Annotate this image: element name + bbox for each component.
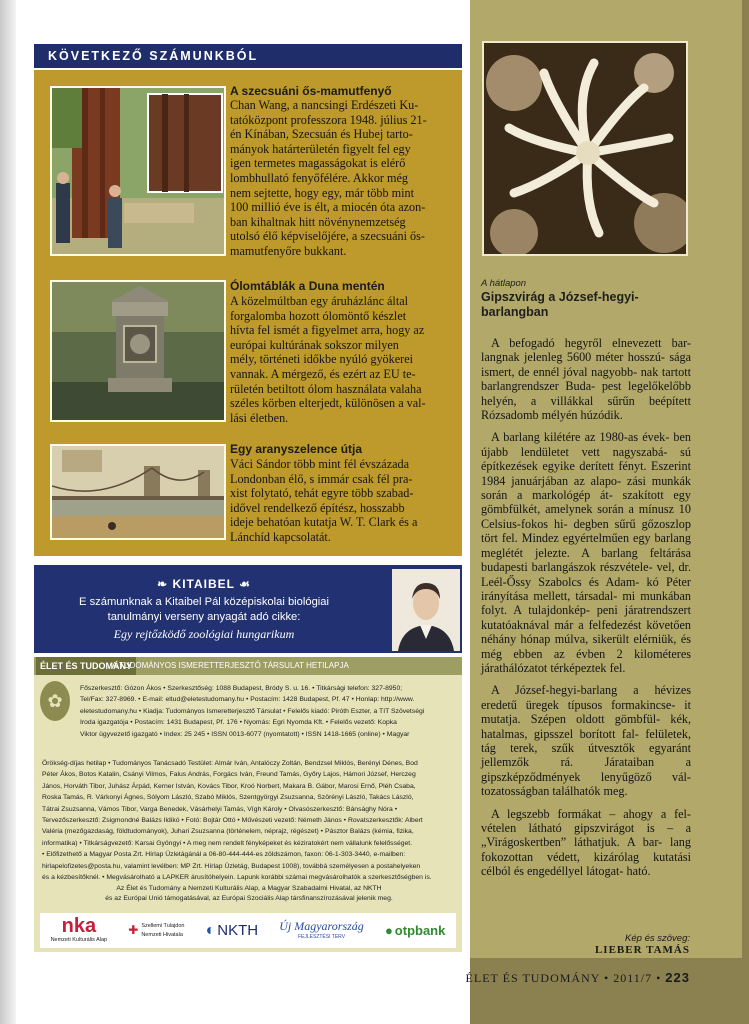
support-note [64, 884, 434, 904]
impressum-box [34, 657, 462, 952]
item-1-line: mányok határterületén figyelt fel egy [230, 141, 411, 156]
impressum-line: Iroda igazgatója • Postacím: 1431 Budapest, Pf. 176 • Nyomás: Egri Nyomda Kft. • Felelős vezető: Kopka [80, 719, 397, 727]
item-1-line: nem sejtette, hogy egy, már több mint [230, 185, 415, 200]
item-2-line: A közelmúltban egy áruházlánc által [230, 294, 408, 308]
impressum-line: János, Horváth Tibor, Juhász Árpád, Kerner István, Kovács Tibor, Kroó Norbert, Makara B. Gábor, Marosi Ernő, Pléh Csaba, [42, 782, 416, 790]
footer-magazine: ÉLET ÉS TUDOMÁNY [465, 971, 600, 985]
section-header [34, 44, 462, 68]
item-2-line: rületén betiltott ólom használata valaha [230, 381, 422, 396]
kitaibel-title [34, 577, 374, 591]
item-2-body [230, 294, 458, 425]
item-2-title: Ólomtáblák a Duna mentén [230, 279, 385, 293]
item-1-line: mamutfenyőre bukkant. [230, 243, 347, 258]
lead-tablet-illustration [52, 282, 226, 422]
impressum-line: hirlapelofizetes@posta.hu, valamint levélben: MP Zrt. Hírlap Üzletág, Budapest 1008), továbbá személyesen a postahelyeken [42, 862, 421, 870]
impressum-line: Roska Tamás, R. Várkonyi Ágnes, Sólyom László, Szabó Miklós, Szentgyörgyi Zsuzsanna, Szörényi László, Takács László, [42, 794, 414, 802]
gypsum-flower-photo [482, 41, 688, 256]
umft-logo [279, 920, 364, 942]
footer-issue: 2011/7 [613, 971, 653, 985]
otp-logo [384, 923, 446, 938]
impressum-line: • Előfizethető a Magyar Posta Zrt. Hírlap Üzletágánál a 06-80-444-444-es zöldszámon, faxon: 06-1-303-3440, e-mailben: [42, 851, 406, 859]
impressum-line: és a kézbesítőknél. • Megvásárolható a LAPKER árusítóhelyein. Lapunk korábbi számai megvásárolhatók a szerkesztőségben is. [42, 874, 432, 882]
support-line: Az Élet és Tudomány a Nemzeti Kulturális Alap, a Magyar Szabadalmi Hivatal, az NKTH [116, 885, 382, 892]
item-3-line: idővel rendelkező építész, hosszabb [230, 500, 405, 515]
magazine-logo: ÉLET ÉS TUDOMÁNY [36, 657, 136, 675]
item-1-line: én Kínában, Szecsuán és Hubej tarto- [230, 127, 413, 142]
impressum-line: Tel/Fax: 327-8969. • E-mail: eltud@eletestudomany.hu • Postacím: 1428 Budapest, Pf. 47 • Honlap: http://www. [80, 696, 415, 704]
kitaibel-box [34, 565, 462, 653]
item-2-line: lási életben. [230, 410, 289, 425]
bridge-illustration [52, 446, 226, 540]
item-1-line: utolsó élő képviselőjére, a szecsuáni ős- [230, 229, 425, 244]
nka-logo-sub: Nemzeti Kulturális Alap [50, 937, 108, 943]
ornament-right-icon: ☙ [239, 577, 251, 591]
chain-bridge-painting [50, 444, 226, 540]
nkth-logo-text: NKTH [217, 922, 259, 939]
back-cover-article [481, 336, 691, 887]
item-1-title: A szecsuáni ős-mamutfenyő [230, 84, 392, 98]
item-1-line: 100 millió éve is élt, a miocén óta azon- [230, 200, 426, 215]
article-paragraph: A legszebb formákat – ahogy a fel- vételen látható gipszvirágot is – a „Virágoskertben” láthatjuk. A bar- lang fokozottan védett, kizárólag kutatási célból és engedéllyel látogat- ható. [481, 806, 691, 879]
impressum-bar [34, 657, 462, 675]
back-cover-title-line: Gipszvirág a József-hegyi- [481, 290, 639, 304]
footer-bullet: • [656, 971, 666, 985]
gypsum-flower-illustration [484, 43, 688, 256]
tit-emblem-icon: ✿ [40, 681, 70, 721]
item-1-body [230, 98, 458, 259]
item-3-line: Londonban élő, s immár csak fél pra- [230, 471, 413, 486]
item-2-line: európai kultúrának sokszor milyen [230, 337, 399, 352]
preview-panel [34, 70, 462, 556]
impressum-line: Főszerkesztő: Gózon Ákos • Szerkesztőség: 1088 Budapest, Bródy S. u. 16. • Titkársági telefon: 327-8950; [80, 685, 403, 692]
page-footer [450, 970, 690, 986]
kitaibel-title-text: KITAIBEL [172, 577, 235, 591]
article-paragraph: A barlang kilétére az 1980-as évek- ben újabb lendületet vett nagyszabá- sú építkezések egyike derített fényt. Eszerint 1984 januárjában az alapo- zási munkák során a markológép át- szakított egy gömbfülkét, amelynek során a mínusz 10 Celsius-fokos hi- degben sűrű gőzoszlop tört fel. Mindez egyértelműen egy barlang meglétét jelezte. A barlang feltárása budapesti barlangászok részvétele- vel, dr. Leél-Őssy Szabolcs és Adam- kó Péter irányítása mellett, társadal- mi munkában folyt. A tulajdonkép- peni járatrendszert kutatóaknával már a felfedezést követően néhány hónap múlva, sikerült elérniük, és még ebben az évben 2 kilométeres járathálózatot térképeztek fel. [481, 430, 691, 675]
item-3-line: Váci Sándor több mint fél évszázada [230, 457, 410, 471]
item-3-line: Lánchíd kapcsolatát. [230, 529, 331, 544]
impressum-line: Péter Ákos, Botos Katalin, Csányi Vilmos, Falus András, Forgács Iván, Freund Tamás, Győry Lajos, Hámori József, Herczeg [42, 771, 416, 779]
page-fold-shadow [0, 0, 16, 1024]
item-1-line: tatóközpont professzora 1948. július 21- [230, 112, 427, 127]
item-3-line: xist folytató, tehát egyre több szabad- [230, 486, 414, 501]
impressum-line: Viktor ügyvezető igazgató • Index: 25 245 • ISSN 0013-6077 (nyomtatott) • ISSN 1418-1665 (online) • Magyar [80, 730, 410, 738]
item-1-line: lombhullató fenyőfélére. Akkor még [230, 170, 409, 185]
section-title: KÖVETKEZŐ SZÁMUNKBÓL [48, 49, 259, 63]
impressum-line: Örökség-díjas hetilap • Tudományos Tanácsadó Testület: Almár Iván, Antalóczy Zoltán, Bendzsel Miklós, Berényi Dénes, Bod [42, 760, 418, 767]
item-1-line: igen termetes magasságokat is elérő [230, 156, 406, 171]
item-3-body [230, 457, 458, 545]
kitaibel-text [34, 595, 374, 625]
item-1-line: ban kihaltnak hitt növénynemzetség [230, 214, 406, 229]
otp-logo-text: otpbank [394, 923, 446, 938]
sequoia-illustration [52, 88, 226, 256]
lead-casting-photo [50, 280, 226, 422]
photo-text-credit: Kép és szöveg: [625, 933, 690, 944]
back-cover-title-line: barlangban [481, 305, 549, 319]
portrait-illustration [392, 569, 460, 651]
msh-logo-line: Szellemi Tulajdon [141, 922, 185, 929]
kitaibel-article-title: Egy rejtőzködő zoológiai hungarikum [113, 627, 295, 641]
article-paragraph: A József-hegyi-barlang a hévizes eredetű üregek típusos formakincse- it mutatja. Szépen oldott gömbfül- kék, hatalmas, gipsszel borított fal- felületek, tág terek, szűk útvesztők egyaránt jellemzők rá. Járataiban a gipszképződmények lenyűgöző vál- tozatosságban találhatók meg. [481, 683, 691, 799]
otp-circle-icon: ● [384, 923, 393, 938]
sequoia-photo [50, 86, 226, 256]
msh-logo [128, 922, 184, 940]
nkth-swirl-icon: ◐ [205, 922, 216, 939]
kitaibel-line: E számunknak a Kitaibel Pál középiskolai biológiai [79, 596, 329, 608]
item-2-line: vannak. A mérgező, és ezért az EU te- [230, 366, 416, 381]
impressum-line: informatika) • Titkárságvezető: Karsai Gyöngyi • A meg nem rendelt fényképeket és kéziratokért nem vállalunk felelősséget. [42, 839, 413, 847]
item-3-line: ideje behatóan kutatja W. T. Clark és a [230, 515, 418, 530]
item-3-title: Egy aranyszelence útja [230, 442, 363, 456]
impressum-line: Tátrai Zsuzsanna, Vámos Tibor, Varga Benedek, Vásárhelyi Tamás, Vígh Károly • Olvasószerkesztő: Bánsághy Nóra • [42, 805, 398, 813]
impressum-credits [80, 683, 458, 740]
footer-bullet: • [604, 971, 614, 985]
article-paragraph: A befogadó hegyről elnevezett bar- langnak jelenleg 5600 méter hosszú- sága ismert, de ennél jóval nagyobb- nak tartott barlangrendszer Buda- pest legelőkelőbb helyén, a villákkal sűrűn beépített Rózsadomb mélyén húzódik. [481, 336, 691, 423]
msh-logo-line: Nemzeti Hivatala [141, 931, 183, 938]
item-2-line: széles körben elterjedt, különösen a val- [230, 396, 426, 411]
kitaibel-portrait [392, 569, 460, 651]
sponsor-logos [40, 913, 456, 948]
back-cover-title [481, 290, 681, 320]
umft-logo-text: Új Magyarország [279, 918, 364, 933]
nka-logo-text: nka [61, 915, 97, 937]
magazine-slogan: A TUDOMÁNYOS ISMERETTERJESZTŐ TÁRSULAT HETILAPJA [112, 661, 349, 670]
nkth-logo [205, 922, 259, 939]
umft-logo-sub: FEJLESZTÉSI TERV [297, 933, 346, 940]
item-2-line: hívta fel ismét a figyelmet arra, hogy az [230, 323, 425, 338]
msh-emblem-icon: ✚ [128, 923, 139, 937]
item-1-line: Chan Wang, a nancsingi Erdészeti Ku- [230, 98, 419, 112]
page-number: 223 [665, 970, 690, 985]
ornament-left-icon: ❧ [157, 577, 169, 591]
impressum-board [42, 758, 458, 883]
item-2-line: mély, történeti időkbe nyúló gyökerei [230, 352, 413, 367]
kitaibel-line: tanulmányi verseny anyagát adó cikke: [107, 611, 301, 623]
impressum-line: Valéria (mezőgazdaság, földtudományok), Juhari Zsuzsanna (történelem, néprajz, régészet) • Pásztor Balázs (kémia, fizika, [42, 828, 414, 836]
support-line: és az Európai Unió támogatásával, az Európai Szociális Alap társfinanszírozásával jelenik meg. [105, 895, 393, 902]
item-2-line: forgalomba hozott ólomöntő készlet [230, 308, 407, 323]
back-cover-label: A hátlapon [481, 278, 527, 289]
impressum-line: Tervezőszerkesztő: Zsigmondné Balázs Ildikó • Fotó: Bojtár Ottó • Művészeti vezető: Németh János • Rovatszerkesztők: Albert [42, 817, 423, 825]
author-name: LIEBER TAMÁS [594, 944, 690, 956]
impressum-line: eletestudomany.hu • Kiadja: Tudományos Ismeretterjesztő Társulat • Felelős kiadó: Piróth Eszter, a TIT Szövetségi [80, 707, 425, 715]
nka-logo [51, 916, 108, 945]
